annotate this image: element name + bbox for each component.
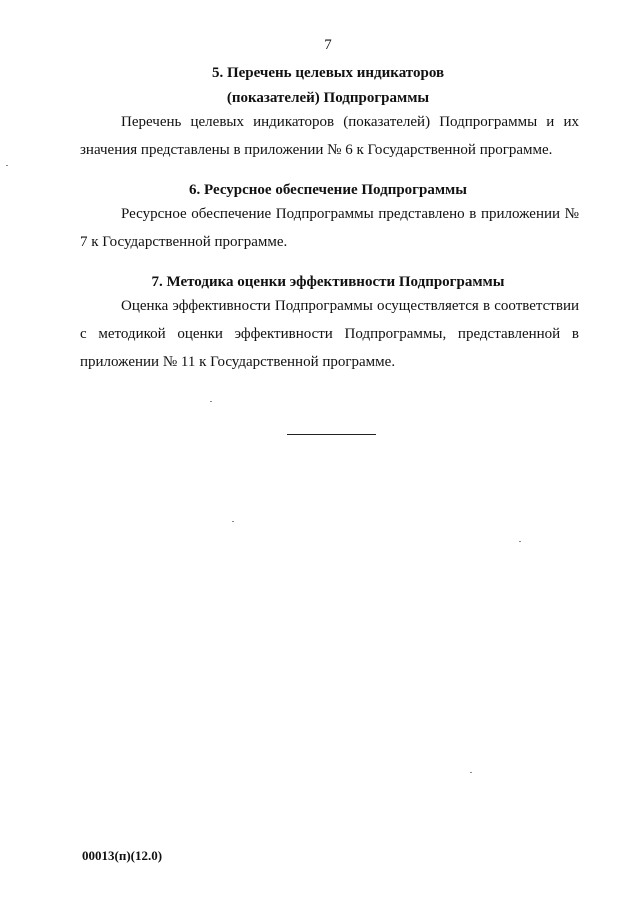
scan-speck bbox=[210, 401, 212, 402]
section-7-heading: 7. Методика оценки эффективности Подпрограммы bbox=[151, 274, 505, 290]
section-6-heading: 6. Ресурсное обеспечение Подпрограммы bbox=[189, 182, 467, 198]
page-number: 7 bbox=[324, 37, 332, 53]
scan-speck bbox=[470, 772, 472, 773]
section-5-heading-line-1: 5. Перечень целевых индикаторов bbox=[211, 65, 445, 81]
section-6-paragraph: Ресурсное обеспечение Подпрограммы представлено в приложении № 7 к Государственной программе. bbox=[80, 206, 579, 250]
document-code: 00013(п)(12.0) bbox=[82, 848, 163, 863]
scan-speck bbox=[6, 165, 8, 166]
end-separator-line bbox=[287, 434, 376, 435]
scan-speck bbox=[232, 521, 234, 522]
scan-speck bbox=[519, 541, 521, 542]
section-5-heading-line-2: (показателей) Подпрограммы bbox=[226, 90, 430, 106]
section-7-paragraph: Оценка эффективности Подпрограммы осуществляется в соответствии с методикой оценки эффективности Подпрограммы, представленной в приложении № 11 к Государственной программе. bbox=[80, 298, 579, 370]
section-5-paragraph: Перечень целевых индикаторов (показателей) Подпрограммы и их значения представлены в приложении № 6 к Государственной программе. bbox=[80, 114, 579, 158]
